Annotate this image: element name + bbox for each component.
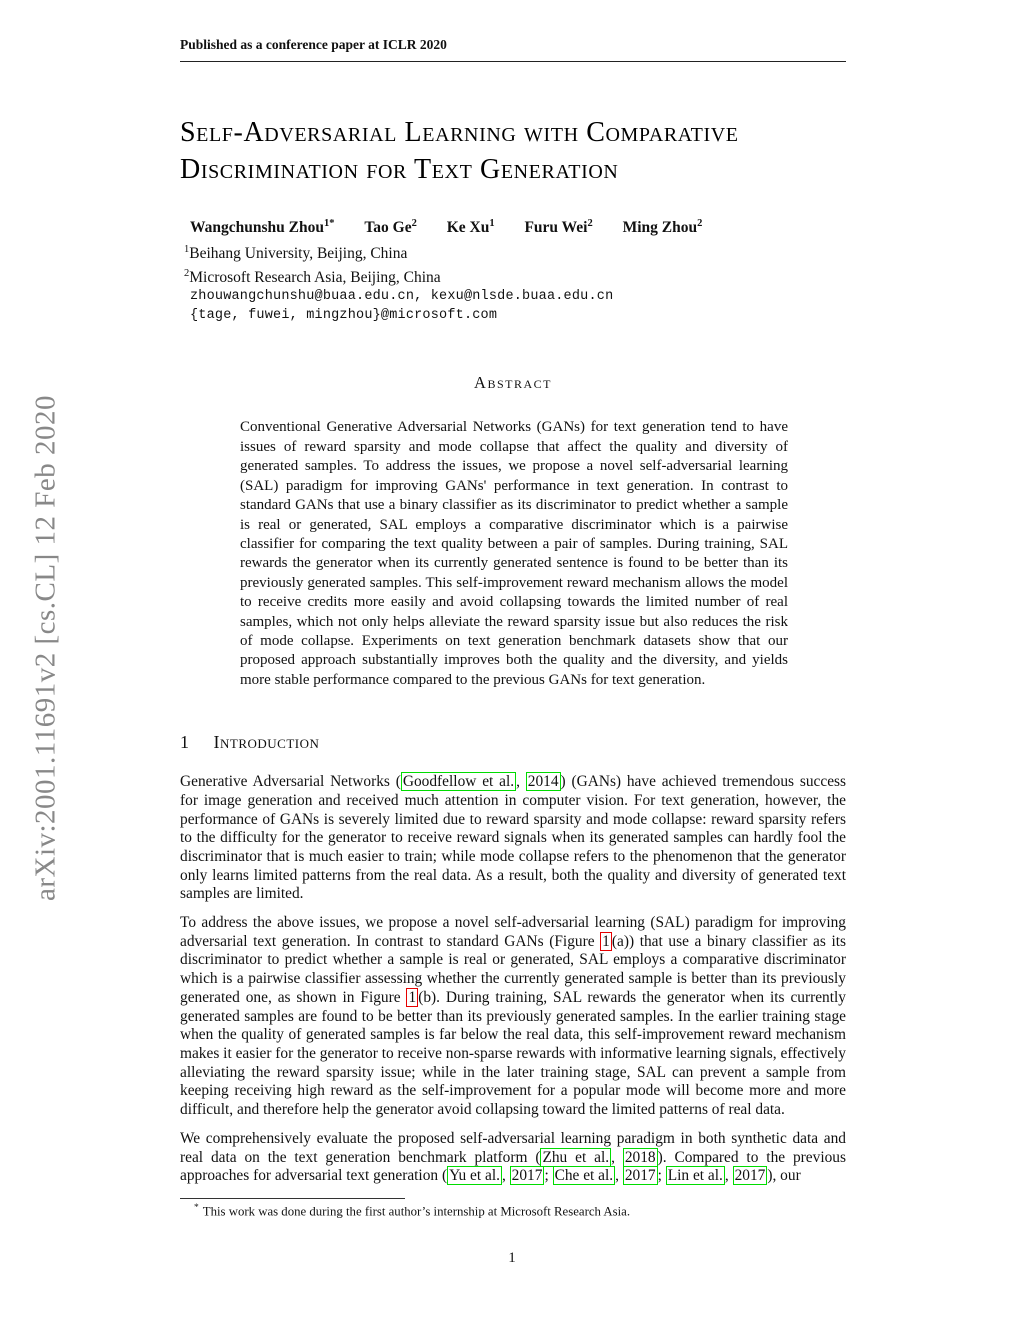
citation-link[interactable]: Yu et al. xyxy=(449,1167,500,1185)
email-line: {tage, fuwei, mingzhou}@microsoft.com xyxy=(190,308,498,324)
arxiv-watermark: arXiv:2001.11691v2 [cs.CL] 12 Feb 2020 xyxy=(29,394,62,902)
citation-link[interactable]: 2017 xyxy=(734,1167,766,1185)
text-segment: ; xyxy=(657,1167,666,1185)
paragraph-2 xyxy=(180,914,846,1120)
footnote-rule xyxy=(180,1198,405,1199)
paper-content xyxy=(180,0,846,1219)
authors-line xyxy=(190,218,846,237)
paragraph-1 xyxy=(180,773,846,904)
author-name: Ming Zhou xyxy=(622,219,698,237)
text-segment: ; xyxy=(544,1167,553,1185)
section-title: Introduction xyxy=(213,732,320,753)
affiliation-text: Microsoft Research Asia, Beijing, China xyxy=(189,268,441,286)
author xyxy=(447,219,495,236)
affiliation-line xyxy=(184,264,846,288)
affiliation-line xyxy=(184,240,846,264)
author-superscript: 2 xyxy=(587,218,593,229)
text-segment: , xyxy=(724,1167,733,1185)
citation-link[interactable]: Goodfellow et al. xyxy=(402,773,515,791)
abstract-text: Conventional Generative Adversarial Networks (GANs) for text generation tend to have issues of reward sparsity and mode collapse that affect the quality and diversity of generated samples. To address the issues, we propose a novel self-adversarial learning (SAL) paradigm for improving GANs' performance in text generation. In contrast to standard GANs that use a binary classifier as its discriminator to predict whether a sample is real or generated, SAL employs a comparative discriminator which is a pairwise classifier for comparing the text quality between a pair of samples. During training, SAL rewards the generator when its currently generated sentence is found to be better than its previously generated samples. This self-improvement reward mechanism allows the model to receive credits more easily and avoid collapsing towards the limited number of real samples, which not only helps alleviate the reward sparsity issue but also reduces the risk of mode collapse. Experiments on text generation benchmark datasets show that our proposed approach substantially improves both the quality and the diversity, and yields more stable performance compared to the previous GANs for text generation. xyxy=(240,419,788,688)
running-header: Published as a conference paper at ICLR 2020 xyxy=(180,37,846,62)
text-segment: ), our xyxy=(767,1167,801,1185)
text-segment: Generative Adversarial Networks ( xyxy=(180,773,401,791)
paper-title-line1: Self-Adversarial Learning with Comparative xyxy=(180,117,739,148)
paper-title-line2: Discrimination for Text Generation xyxy=(180,154,619,185)
figure-ref-link[interactable]: 1 xyxy=(602,932,610,950)
citation-link[interactable]: 2018 xyxy=(624,1148,656,1166)
text-segment: To address the above issues, we propose a novel self-adversarial learning (SAL) paradigm for improving adversarial text generation. In contrast to standard GANs (Figure xyxy=(180,914,846,950)
author-superscript: 2 xyxy=(697,218,703,229)
text-segment: (a)) that use a binary classifier as its discriminator to predict whether a sample is real or generated, SAL employs a comparative discriminator which is a pairwise classifier assessing whether the currently generated sample is better than its previously generated one, as shown in Figure xyxy=(180,932,847,1006)
author-superscript: 1 xyxy=(489,218,495,229)
author xyxy=(524,219,592,236)
citation-link[interactable]: Lin et al. xyxy=(667,1167,723,1185)
citation-link[interactable]: 2017 xyxy=(511,1167,543,1185)
section-number: 1 xyxy=(180,732,190,753)
citation-link[interactable]: Che et al. xyxy=(554,1167,614,1185)
author-superscript: 2 xyxy=(411,218,417,229)
text-segment: , xyxy=(615,1167,623,1185)
author-emails xyxy=(190,287,846,325)
affiliation-superscript: 2 xyxy=(184,267,190,279)
author xyxy=(623,219,703,236)
text-segment: We comprehensively evaluate the proposed self-adversarial learning paradigm in both synthetic data and real data on the text generation benchmark platform ( xyxy=(180,1129,846,1166)
author-name: Tao Ge xyxy=(364,219,412,237)
text-segment: , xyxy=(501,1167,510,1185)
author xyxy=(364,219,416,236)
page-number: 1 xyxy=(508,1250,516,1266)
affiliation-superscript: 1 xyxy=(184,244,190,256)
citation-link[interactable]: 2017 xyxy=(624,1167,656,1185)
section-heading-introduction xyxy=(180,732,846,753)
text-segment: (b). During training, SAL rewards the generator when its currently generated samples are found to be better than its previously generated samples. In the earlier training stage when the quality of generated samples is far below the real data, this self-improvement reward mechanism makes it easier for the generator to receive non-sparse rewards with informative learning signals, effectively alleviating the reward sparsity issue; while in the later training stage, SAL can prevent a sample from keeping receiving high reward as the self-improvement for a popular mode will become more and more difficult, and therefore help the generator avoid collapsing toward the limited patterns of real data. xyxy=(180,988,846,1119)
text-segment: , xyxy=(611,1148,623,1166)
author-superscript: 1* xyxy=(323,218,335,229)
footnote-text: This work was done during the first author’s internship at Microsoft Research Asia. xyxy=(202,1204,631,1219)
paragraph-3 xyxy=(180,1130,846,1186)
figure-ref-link[interactable]: 1 xyxy=(408,988,417,1006)
affiliation-text: Beihang University, Beijing, China xyxy=(189,245,408,263)
text-segment: ) (GANs) have achieved tremendous success for image generation and received much attention in computer vision. For text generation, however, the performance of GANs is severely limited due to reward sparsity and mode collapse: reward sparsity refers to the difficulty for the generator to receive reward signals when its generated samples can hardly fool the discriminator that is much easier to train; while mode collapse refers to the phenomenon that the generator only learns limited patterns from the real data. As a result, both the quality and diversity of generated text samples are limited. xyxy=(180,773,847,903)
citation-link[interactable]: Zhu et al. xyxy=(542,1148,610,1166)
author-name: Ke Xu xyxy=(446,219,490,237)
citation-link[interactable]: 2014 xyxy=(527,773,559,791)
author-name: Wangchunshu Zhou xyxy=(190,219,324,237)
affiliations xyxy=(184,240,846,287)
author-name: Furu Wei xyxy=(524,219,588,237)
footnote-marker: * xyxy=(194,1202,199,1213)
text-segment: , xyxy=(516,773,526,791)
email-line: zhouwangchunshu@buaa.edu.cn, kexu@nlsde.buaa.edu.cn xyxy=(190,289,614,305)
abstract-heading: Abstract xyxy=(474,373,552,393)
author xyxy=(190,219,334,236)
text-segment: ). Compared to the previous approaches for adversarial text generation ( xyxy=(180,1148,846,1185)
paper-title xyxy=(180,114,846,188)
footnote xyxy=(194,1203,846,1219)
footnote-block xyxy=(180,1198,846,1219)
